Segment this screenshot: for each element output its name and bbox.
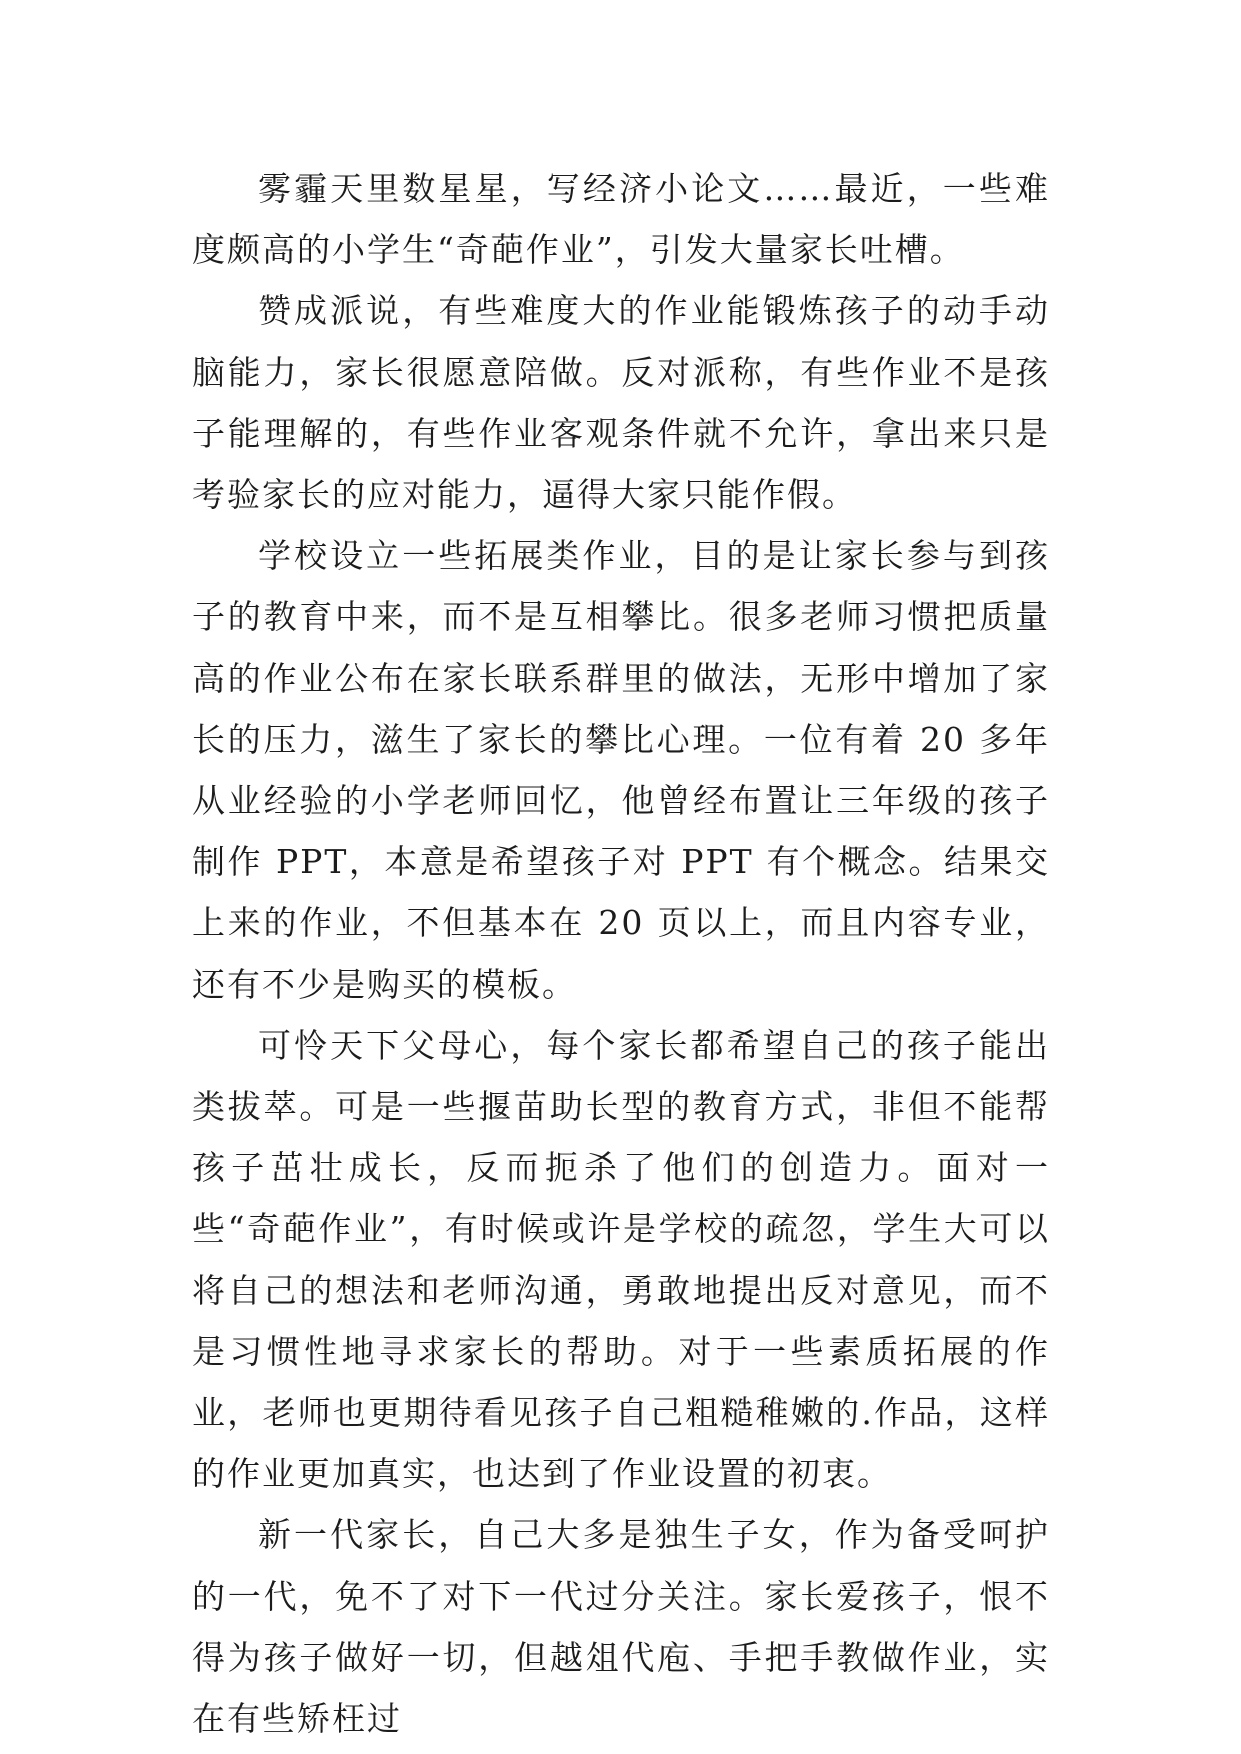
paragraph-4: 可怜天下父母心，每个家长都希望自己的孩子能出类拔萃。可是一些揠苗助长型的教育方式，非但不能帮孩子茁壮成长，反而扼杀了他们的创造力。面对一些“奇葩作业”，有时候或许是学校的疏忽，学生大可以将自己的想法和老师沟通，勇敢地提出反对意见，而不是习惯性地寻求家长的帮助。对于一些素质拓展的作业，老师也更期待看见孩子自己粗糙稚嫩的.作品，这样的作业更加真实，也达到了作业设置的初衷。 <box>192 1025 1050 1494</box>
document-body <box>192 158 1050 1749</box>
paragraph-3: 学校设立一些拓展类作业，目的是让家长参与到孩子的教育中来，而不是互相攀比。很多老师习惯把质量高的作业公布在家长联系群里的做法，无形中增加了家长的压力，滋生了家长的攀比心理。一位有着 20 多年从业经验的小学老师回忆，他曾经布置让三年级的孩子制作 PPT，本意是希望孩子对 PPT 有个概念。结果交上来的作业，不但基本在 20 页以上，而且内容专业，还有不少是购买的模板。 <box>192 536 1050 1004</box>
paragraph-1: 雾霾天里数星星，写经济小论文……最近，一些难度颇高的小学生“奇葩作业”，引发大量家长吐槽。 <box>192 169 1050 270</box>
paragraph-5: 新一代家长，自己大多是独生子女，作为备受呵护的一代，免不了对下一代过分关注。家长爱孩子，恨不得为孩子做好一切，但越俎代庖、手把手教做作业，实在有些矫枉过 <box>192 1515 1050 1739</box>
paragraph-2: 赞成派说，有些难度大的作业能锻炼孩子的动手动脑能力，家长很愿意陪做。反对派称，有些作业不是孩子能理解的，有些作业客观条件就不允许，拿出来只是考验家长的应对能力，逼得大家只能作假。 <box>192 291 1050 515</box>
